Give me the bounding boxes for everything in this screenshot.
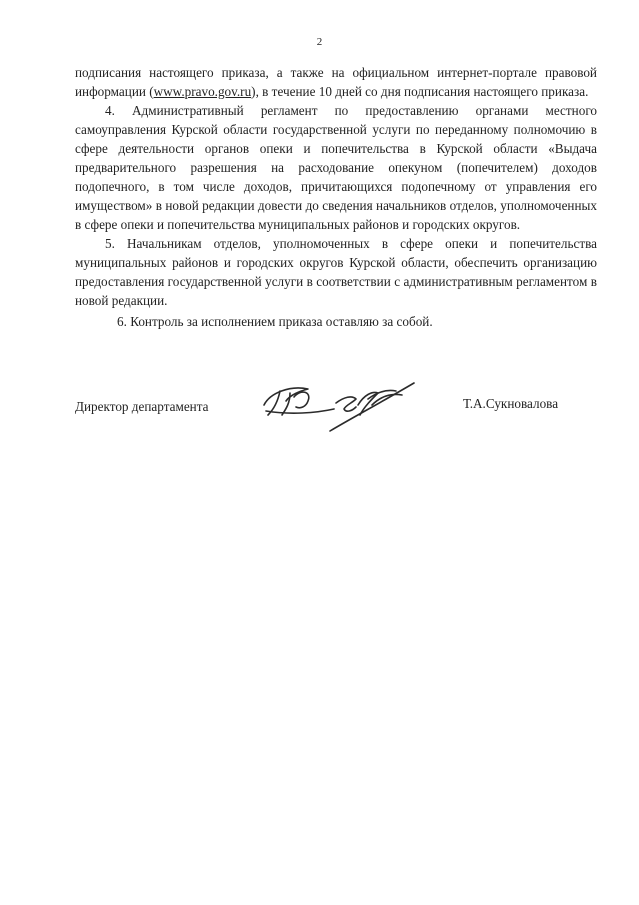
paragraph-continued-text-end: ), в течение 10 дней со дня подписания настоящего приказа. — [251, 84, 589, 99]
signer-name: Т.А.Сукновалова — [463, 396, 559, 411]
signer-position: Директор департамента — [75, 399, 209, 414]
page-number: 2 — [316, 36, 323, 48]
paragraph-continued-text-start: подписания настоящего приказа, а также на официальном интернет-портале правовой информации ( — [75, 65, 597, 99]
paragraph-6: 6. Контроль за исполнением приказа оставляю за собой. — [117, 314, 433, 329]
handwritten-signature — [260, 375, 420, 435]
paragraph-5: 5. Начальникам отделов, уполномоченных в сфере опеки и попечительства муниципальных районов и городских округов Курской области, обеспечить организацию предоставления государственной услуги в соответствии с административным регламентом в новой редакции. — [75, 236, 597, 308]
document-body — [75, 63, 597, 331]
pravo-portal-link[interactable]: www.pravo.gov.ru — [153, 84, 252, 99]
paragraph-continued — [75, 63, 597, 101]
paragraph-4: 4. Административный регламент по предоставлению органами местного самоуправления Курской области государственной услуги по переданному полномочию в сфере деятельности органов опеки и попечительства в Курской области «Выдача предварительного разрешения на расходование опекуном (попечителем) доходов подопечного, в том числе доходов, причитающихся подопечному от управления его имуществом» в новой редакции довести до сведения начальников отделов, уполномоченных в сфере опеки и попечительства муниципальных районов и городских округов. — [75, 103, 597, 232]
